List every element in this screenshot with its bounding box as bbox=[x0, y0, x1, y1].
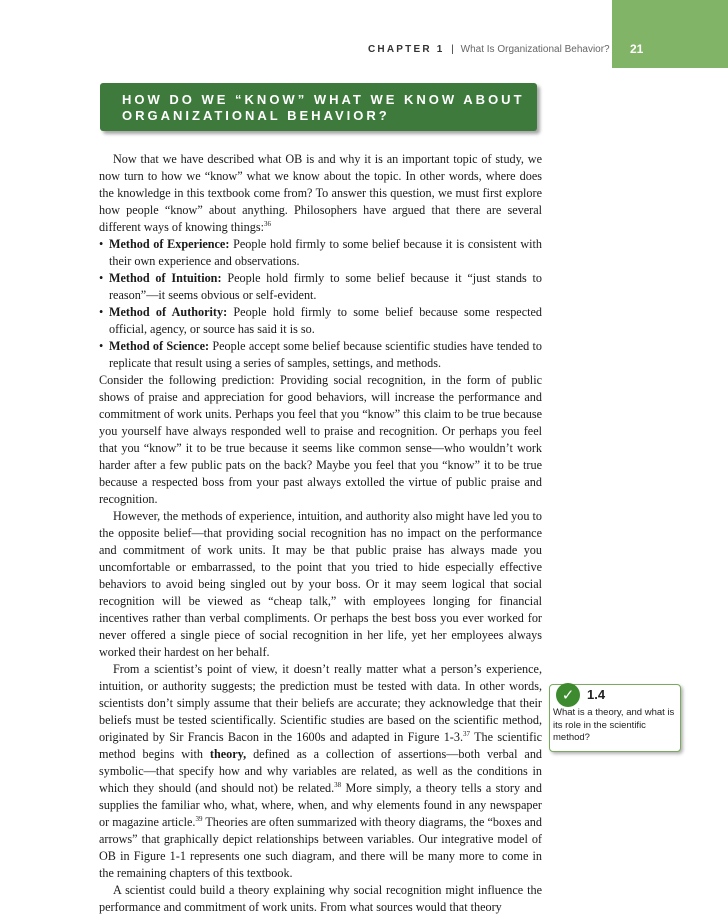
learning-goal-question: What is a theory, and what is its role in the scientific method? bbox=[553, 707, 675, 743]
methods-list bbox=[99, 236, 542, 372]
section-heading: HOW DO WE “KNOW” WHAT WE KNOW ABOUT ORGANIZATIONAL BEHAVIOR? bbox=[122, 92, 525, 123]
chapter-title: What Is Organizational Behavior? bbox=[460, 44, 610, 55]
method-term: Method of Experience: bbox=[109, 237, 230, 251]
header-separator: | bbox=[451, 44, 454, 55]
section-heading-box bbox=[100, 83, 537, 131]
text-run: Theories are often summarized with theory diagrams, the “boxes and arrows” that graphically depict relationships between variables. Our integrative model of OB in Figure 1-1 represents one such diagram, and there will be many more to come in the remaining chapters of this textbook. bbox=[99, 815, 542, 880]
method-desc: People hold firmly to some belief because some respected official, agency, or source has said it is so. bbox=[109, 305, 543, 336]
method-term: Method of Intuition: bbox=[109, 271, 222, 285]
method-desc: People hold firmly to some belief because it is consistent with their own experience and observations. bbox=[109, 237, 543, 268]
text-run: defined as a collection of assertions—both verbal and symbolic—that specify how and why variables are related, as well as the conditions in which they should (and should not) be related. bbox=[99, 747, 543, 795]
running-header bbox=[368, 44, 610, 55]
footnote-ref: 38 bbox=[334, 780, 342, 789]
list-item bbox=[99, 270, 542, 304]
intro-paragraph bbox=[99, 151, 542, 236]
text-run: From a scientist’s point of view, it doesn’t really matter what a person’s experience, intuition, or authority suggests; the prediction must be tested with data. In other words, scientists don’t simply assume that their beliefs are accurate; they acknowledge that their beliefs must be tested scientifically. Scientific studies are based on the scientific method, originated by Sir Francis Bacon in the 1600s and adapted in Figure 1-3. bbox=[99, 662, 542, 744]
paragraph-consider: Consider the following prediction: Providing social recognition, in the form of public shows of praise and appreciation for good behaviors, will increase the performance and commitment of work units. Perhaps you feel that you “know” this claim to be true because you yourself have always responded well to praise and recognition. Or perhaps you feel that you “know” it to be true because it seems like common sense—who wouldn’t work harder after a few public pats on the back? Maybe you feel that you “know” it to be true because a respected boss from your past always extolled the virtue of public praise and recognition. bbox=[99, 373, 542, 506]
method-desc: People hold firmly to some belief because it “just stands to reason”—it seems obvious or self-evident. bbox=[109, 271, 542, 302]
learning-goal-number: 1.4 bbox=[587, 687, 606, 702]
list-item bbox=[99, 236, 542, 270]
method-term: Method of Science: bbox=[109, 339, 210, 353]
list-item bbox=[99, 304, 542, 338]
text-run: More simply, a theory tells a story and supplies the familiar who, what, where, when, and why elements found in any newspaper or magazine article. bbox=[99, 781, 542, 829]
chapter-label: CHAPTER 1 bbox=[368, 44, 445, 55]
page-number-tab bbox=[612, 0, 728, 68]
paragraph-however: However, the methods of experience, intuition, and authority also might have led you to the opposite belief—that providing social recognition has no impact on the performance and commitment of work units. It may be that public praise has always made you uncomfortable or embarrassed, to the point that you tried to hide especially effective behaviors to avoid being singled out by your boss. Or it may seem logical that social recognition will be viewed as “cheap talk,” with employees longing for financial incentives rather than verbal compliments. Or perhaps the best boss you ever worked for never offered a single piece of social recognition in her life, yet her employees always worked their hardest on her behalf. bbox=[99, 509, 542, 659]
paragraph-scientist bbox=[99, 661, 542, 882]
list-item bbox=[99, 338, 542, 372]
footnote-ref: 36 bbox=[263, 219, 271, 228]
footnote-ref: 37 bbox=[463, 729, 470, 738]
method-desc: People accept some belief because scientific studies have tended to replicate that result using a series of samples, settings, and methods. bbox=[109, 339, 542, 370]
intro-text: Now that we have described what OB is and why it is an important topic of study, we now turn to how we “know” what we know about the topic. In other words, where does the knowledge in this textbook come from? To answer this question, we must first explore how people “know” about anything. Philosophers have argued that there are several different ways of knowing things: bbox=[99, 152, 542, 234]
method-term: Method of Authority: bbox=[109, 305, 228, 319]
paragraph-last: A scientist could build a theory explaining why social recognition might influence the performance and commitment of work units. From what sources would that theory bbox=[99, 883, 542, 914]
body-text bbox=[99, 151, 542, 916]
checkmark-icon: ✓ bbox=[556, 683, 580, 707]
footnote-ref: 39 bbox=[195, 814, 203, 823]
learning-goal-box bbox=[549, 684, 681, 752]
page-number: 21 bbox=[630, 42, 644, 56]
key-term-theory: theory, bbox=[209, 747, 247, 761]
text-run: The scientific method begins with bbox=[99, 730, 542, 761]
